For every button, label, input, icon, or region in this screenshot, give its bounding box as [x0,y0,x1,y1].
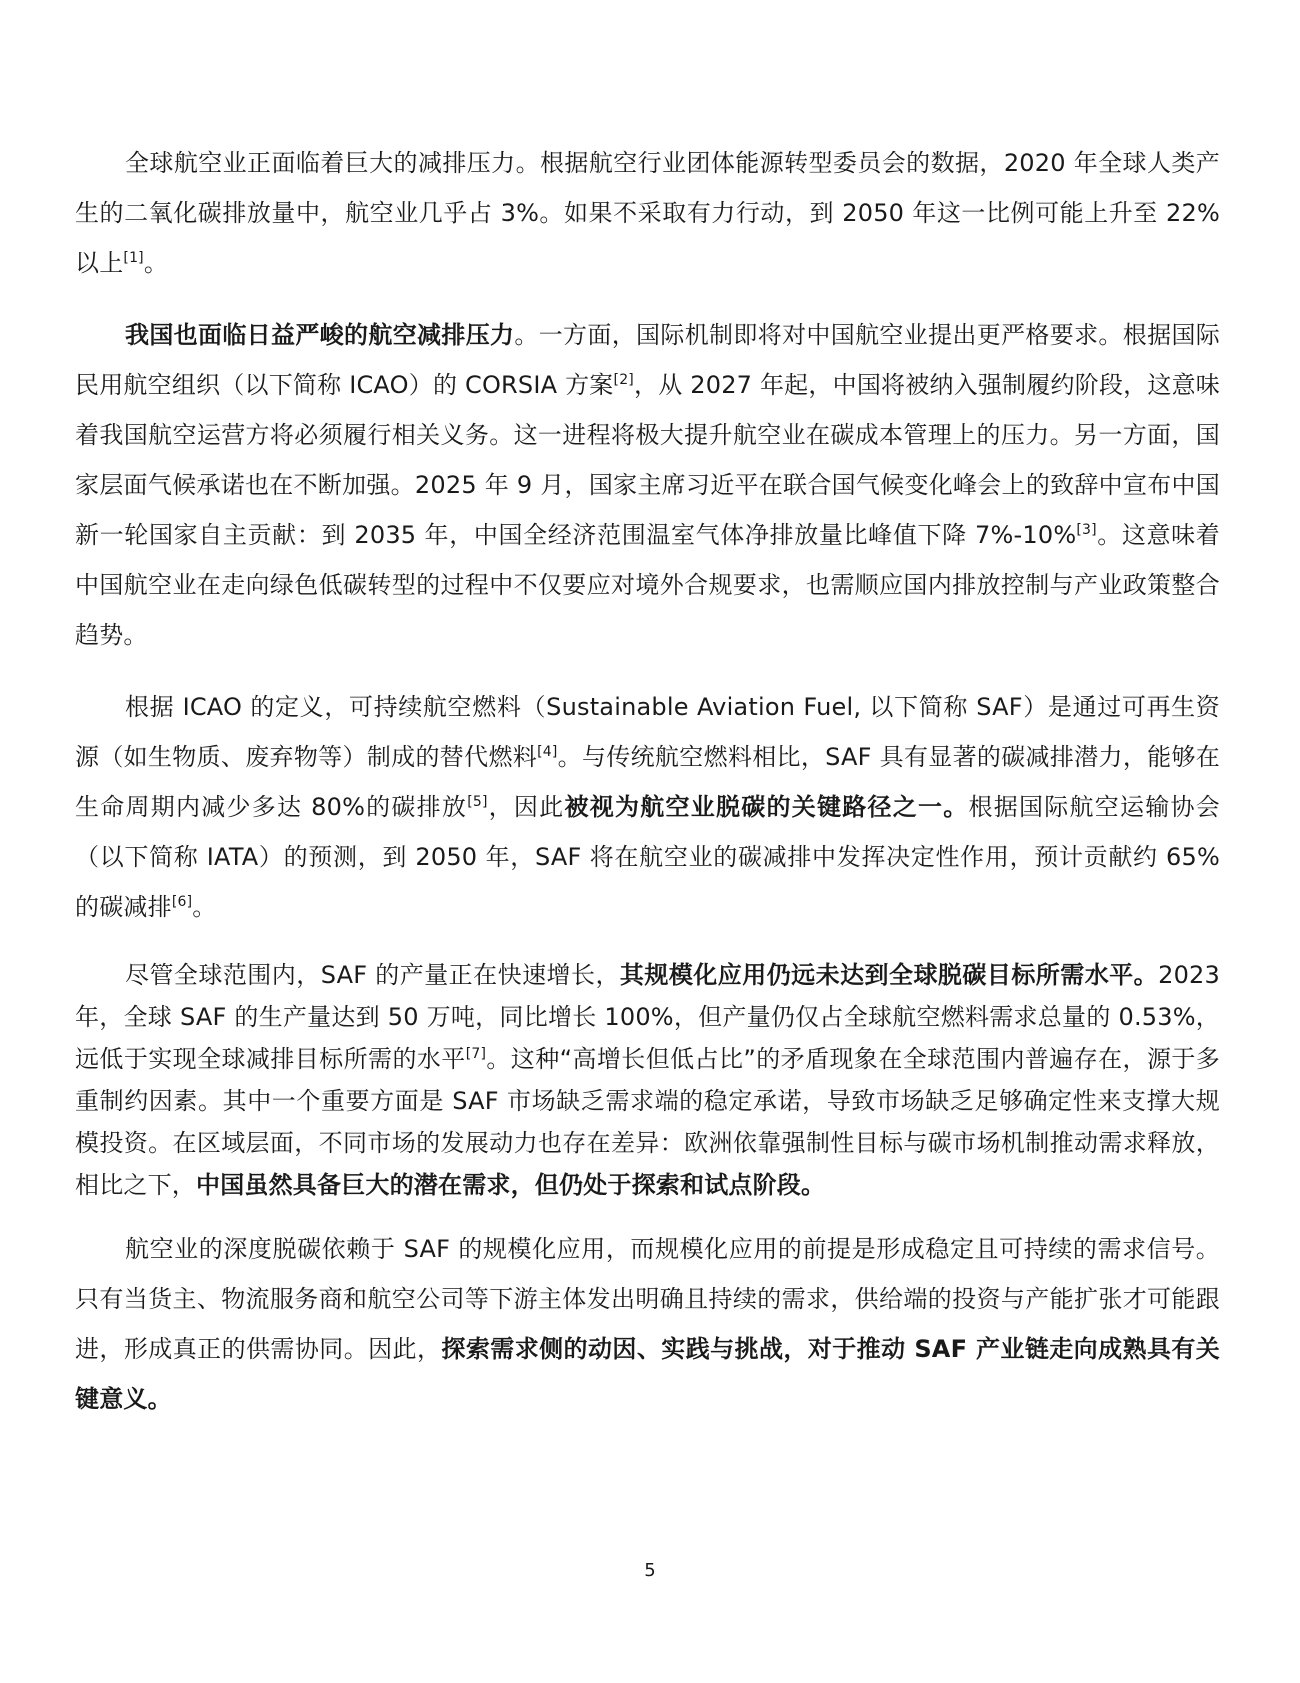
text-segment: 。 [143,249,169,277]
text-segment: 。这种“高增长但低占比”的矛盾现象在全球范围内普遍存在，源于多重制约因素。其中一个重要方面是 SAF 市场缺乏需求端的稳定承诺，导致市场缺乏足够确定性来支撑大规模投资。在区域层面，不同市场的发展动力也存在差异：欧洲依靠强制性目标与碳市场机制推动需求释放，相比之下， [75,1045,1220,1199]
footnote-ref-7[interactable]: [7] [465,1046,487,1062]
bold-text-segment: 我国也面临日益严峻的航空减排压力 [125,321,515,349]
paragraph-1 [75,138,1220,288]
text-segment: ，因此 [487,793,565,821]
text-segment: 。一方面，国际机制即将对中国航空业提出更严格要求。根据国际民用航空组织（以下简称 ICAO）的 CORSIA 方案 [75,321,1220,399]
footnote-ref-1[interactable]: [1] [123,250,144,266]
text-segment: 。 [192,893,217,921]
text-segment: 2023 年，全球 SAF 的生产量达到 50 万吨，同比增长 100%，但产量仍仅占全球航空燃料需求总量的 0.53%，远低于实现全球减排目标所需的水平 [75,961,1220,1073]
document-body [75,138,1220,1446]
text-segment: 全球航空业正面临着巨大的减排压力。根据航空行业团体能源转型委员会的数据，2020 年全球人类产生的二氧化碳排放量中，航空业几乎占 3%。如果不采取有力行动，到 2050 年这一比例可能上升至 22%以上 [75,149,1220,277]
text-segment: 根据国际航空运输协会（以下简称 IATA）的预测，到 2050 年，SAF 将在航空业的碳减排中发挥决定性作用，预计贡献约 65%的碳减排 [75,793,1221,921]
text-segment: 。与传统航空燃料相比，SAF 具有显著的碳减排潜力，能够在生命周期内减少多达 80%的碳排放 [75,743,1220,821]
bold-text-segment: 其规模化应用仍远未达到全球脱碳目标所需水平。 [619,961,1159,989]
paragraph-2 [75,310,1220,660]
text-segment: 航空业的深度脱碳依赖于 SAF 的规模化应用，而规模化应用的前提是形成稳定且可持续的需求信号。只有当货主、物流服务商和航空公司等下游主体发出明确且持续的需求，供给端的投资与产能扩张才可能跟进，形成真正的供需协同。因此， [75,1235,1220,1363]
footnote-ref-3[interactable]: [3] [1076,522,1097,538]
footnote-ref-4[interactable]: [4] [537,744,558,760]
footnote-ref-6[interactable]: [6] [171,894,193,910]
paragraph-3 [75,682,1220,932]
paragraph-5 [75,1224,1220,1424]
footnote-ref-2[interactable]: [2] [613,372,634,388]
paragraph-4 [75,954,1220,1206]
bold-text-segment: 探索需求侧的动因、实践与挑战，对于推动 SAF 产业链走向成熟具有关键意义。 [75,1335,1221,1413]
text-segment: ，从 2027 年起，中国将被纳入强制履约阶段，这意味着我国航空运营方将必须履行相关义务。这一进程将极大提升航空业在碳成本管理上的压力。另一方面，国家层面气候承诺也在不断加强。2025 年 9 月，国家主席习近平在联合国气候变化峰会上的致辞中宣布中国新一轮国家自主贡献：到 2035 年，中国全经济范围温室气体净排放量比峰值下降 7%-10% [75,371,1221,549]
footnote-ref-5[interactable]: [5] [467,794,488,810]
bold-text-segment: 中国虽然具备巨大的潜在需求，但仍处于探索和试点阶段。 [196,1171,826,1199]
bold-text-segment: 被视为航空业脱碳的关键路径之一。 [564,793,969,821]
text-segment: 。这意味着中国航空业在走向绿色低碳转型的过程中不仅要应对境外合规要求，也需顺应国内排放控制与产业政策整合趋势。 [75,521,1220,649]
text-segment: 根据 ICAO 的定义，可持续航空燃料（Sustainable Aviation Fuel, 以下简称 SAF）是通过可再生资源（如生物质、废弃物等）制成的替代燃料 [75,693,1220,771]
text-segment: 尽管全球范围内，SAF 的产量正在快速增长， [125,961,620,989]
page-number: 5 [644,1560,656,1581]
